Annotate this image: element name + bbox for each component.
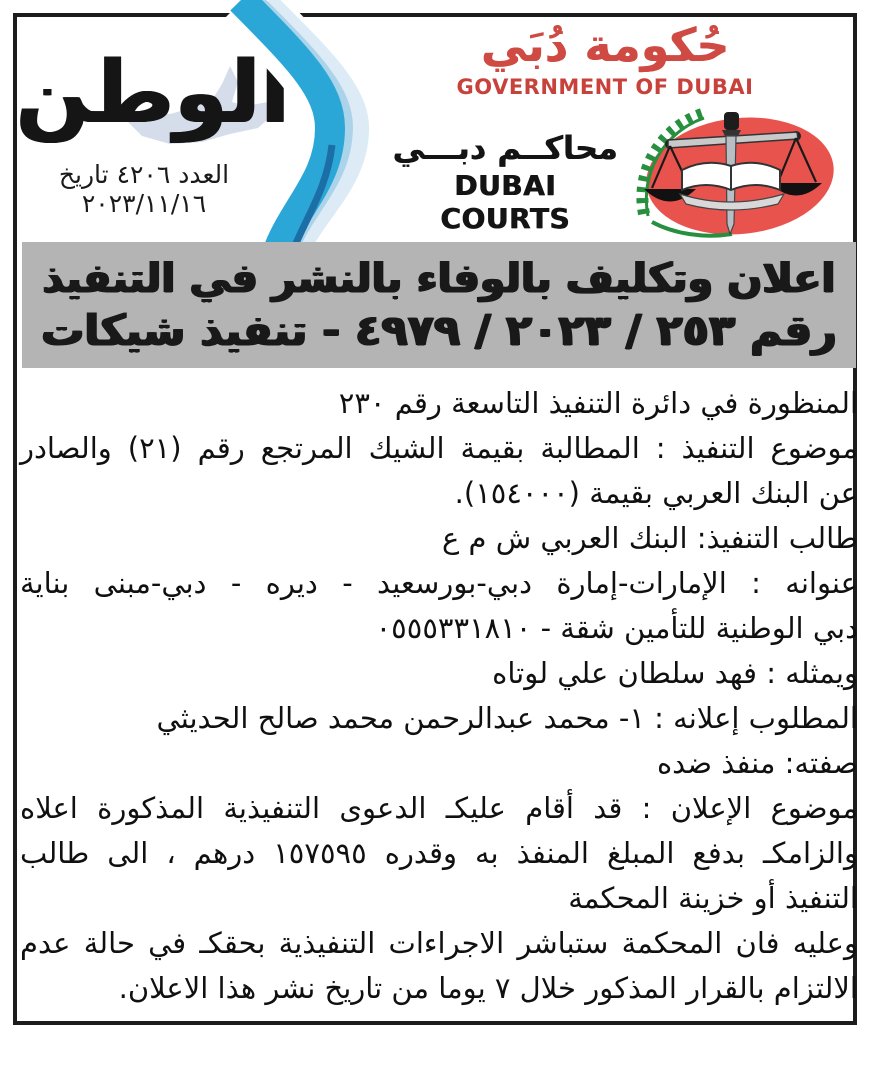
body-line: موضوع التنفيذ : المطالبة بقيمة الشيك المرتجع رقم (٢١) والصادر bbox=[20, 431, 858, 465]
body-line: ويمثله : فهد سلطان علي لوتاه bbox=[492, 656, 858, 690]
banner-title-line: اعلان وتكليف بالوفاء بالنشر في التنفيذ bbox=[42, 254, 836, 302]
body-line: التنفيذ أو خزينة المحكمة bbox=[568, 881, 858, 915]
body-line: طالب التنفيذ: البنك العربي ش م ع bbox=[442, 521, 858, 555]
body-line: المنظورة في دائرة التنفيذ التاسعة رقم ٢٣٠ bbox=[338, 386, 858, 420]
government-english-label: GOVERNMENT OF DUBAI bbox=[456, 75, 754, 100]
newspaper-logo: الوطن bbox=[15, 43, 290, 143]
body-line: موضوع الإعلان : قد أقام عليكـ الدعوى التنفيذية المذكورة اعلاه bbox=[20, 791, 858, 825]
dubai-courts-english-label: DUBAI COURTS bbox=[440, 169, 570, 235]
body-line: صفته: منفذ ضده bbox=[656, 746, 858, 780]
notice-body bbox=[20, 381, 858, 1011]
body-line: المطلوب إعلانه : ١- محمد عبدالرحمن محمد صالح الحديثي bbox=[156, 701, 858, 735]
body-line: دبي الوطنية للتأمين شقة - ٠٥٥٥٣٣١٨١٠ bbox=[375, 611, 858, 645]
dubai-courts-arabic-label: محاكــم دبـــي bbox=[392, 129, 618, 167]
notice-banner bbox=[22, 242, 856, 368]
government-of-dubai-block bbox=[450, 18, 760, 99]
body-line: والزامكـ بدفع المبلغ المنفذ به وقدره ١٥٧٥٩٥ درهم ، الى طالب bbox=[20, 836, 858, 870]
government-arabic-calligraphy: حُكومة دُبَي bbox=[480, 18, 730, 72]
body-line: عنوانه : الإمارات-إمارة دبي-بورسعيد - ديره - دبي-مبنى بناية bbox=[20, 566, 858, 600]
banner-case-number-line: رقم ٢٥٣ / ٢٠٢٣ / ٤٩٧٩ - تنفيذ شيكات bbox=[41, 306, 837, 356]
scales-of-justice-emblem-icon bbox=[612, 106, 837, 244]
body-line: الالتزام بالقرار المذكور خلال ٧ يوما من تاريخ نشر هذا الاعلان. bbox=[118, 971, 858, 1005]
issue-date-line: العدد ٤٢٠٦ تاريخ ٢٠٢٣/١١/١٦ bbox=[58, 160, 230, 218]
body-line: وعليه فان المحكمة ستباشر الاجراءات التنفيذية بحقكـ في حالة عدم bbox=[20, 926, 858, 960]
body-line: عن البنك العربي بقيمة (١٥٤٠٠٠). bbox=[454, 476, 858, 510]
dubai-courts-block bbox=[388, 128, 622, 235]
